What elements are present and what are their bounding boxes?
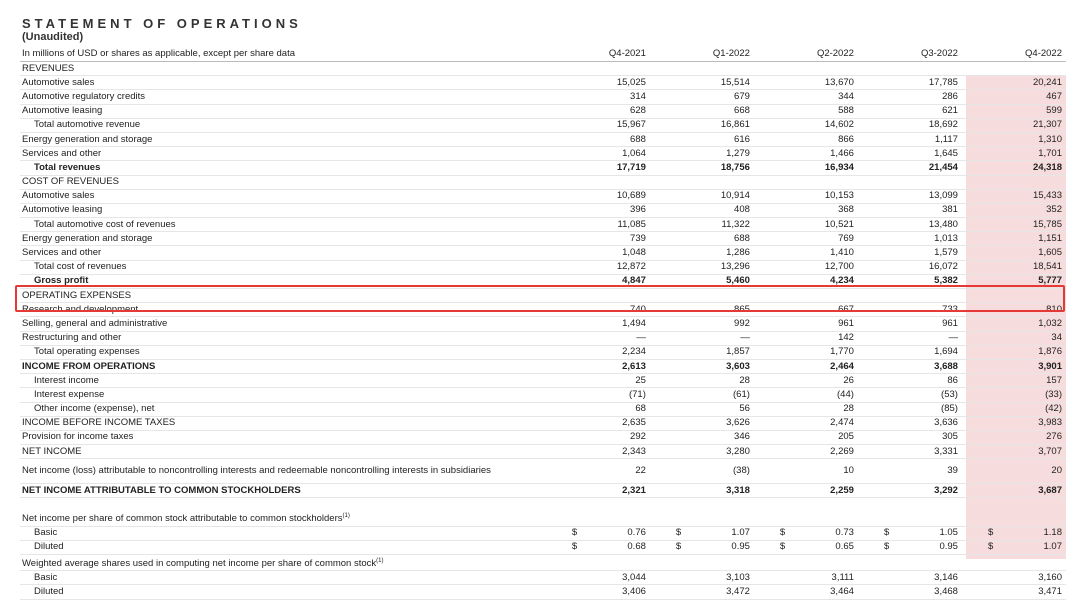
row-value: 1,701 — [962, 147, 1066, 161]
row-value: 1,770 — [754, 345, 858, 359]
eps-amount: 1.07 — [731, 527, 750, 539]
table-row — [20, 90, 1066, 104]
row-label: Total cost of revenues — [20, 260, 546, 274]
row-value: 12,872 — [546, 260, 650, 274]
table-row — [20, 203, 1066, 217]
row-value: 314 — [546, 90, 650, 104]
row-label: Total revenues — [20, 161, 546, 175]
period-header: Q2-2022 — [754, 47, 858, 62]
currency-symbol: $ — [988, 527, 994, 539]
row-value: 381 — [858, 203, 962, 217]
row-value: 11,085 — [546, 218, 650, 232]
row-value: 616 — [650, 132, 754, 146]
row-label: Automotive sales — [20, 189, 546, 203]
table-row — [20, 218, 1066, 232]
row-value: 1,605 — [962, 246, 1066, 260]
shares-value: 3,111 — [754, 571, 858, 585]
row-value — [858, 175, 962, 189]
row-value: 13,480 — [858, 218, 962, 232]
row-value: 2,234 — [546, 345, 650, 359]
row-value: 286 — [858, 90, 962, 104]
row-label: Automotive leasing — [20, 104, 546, 118]
row-value: 86 — [858, 374, 962, 388]
shares-value: 3,472 — [650, 585, 754, 599]
table-row — [20, 331, 1066, 345]
row-value: 16,861 — [650, 118, 754, 132]
header-label: In millions of USD or shares as applicable, except per share data — [20, 47, 546, 62]
row-value: 810 — [962, 303, 1066, 317]
eps-value — [754, 526, 858, 540]
row-label: Basic — [20, 571, 546, 585]
table-row — [20, 132, 1066, 146]
eps-amount: 1.07 — [1043, 541, 1062, 553]
row-label: Interest income — [20, 374, 546, 388]
row-label: Net income (loss) attributable to noncontrolling interests and redeemable noncontrolling interests in subsidiaries — [20, 459, 546, 484]
period-header: Q4-2021 — [546, 47, 650, 62]
row-value — [858, 62, 962, 76]
shares-value: 3,406 — [546, 585, 650, 599]
row-value: 1,279 — [650, 147, 754, 161]
row-value: 5,460 — [650, 274, 754, 288]
row-value: 28 — [754, 402, 858, 416]
row-value: 352 — [962, 203, 1066, 217]
row-value: 467 — [962, 90, 1066, 104]
row-value: 10 — [754, 459, 858, 484]
row-value: — — [650, 331, 754, 345]
table-row — [20, 430, 1066, 444]
row-value: 13,670 — [754, 76, 858, 90]
table-row — [20, 484, 1066, 498]
row-value: 4,234 — [754, 274, 858, 288]
shares-value: 3,146 — [858, 571, 962, 585]
row-value: 733 — [858, 303, 962, 317]
row-value — [754, 62, 858, 76]
row-value: 2,474 — [754, 416, 858, 430]
table-row — [20, 416, 1066, 430]
row-value: 26 — [754, 374, 858, 388]
row-value: 10,689 — [546, 189, 650, 203]
row-value: — — [858, 331, 962, 345]
section-heading-row — [20, 554, 1066, 570]
row-value: 3,280 — [650, 445, 754, 459]
row-value: 2,269 — [754, 445, 858, 459]
eps-amount: 0.68 — [627, 541, 646, 553]
currency-symbol: $ — [883, 541, 890, 553]
row-value: (38) — [650, 459, 754, 484]
row-label: Automotive regulatory credits — [20, 90, 546, 104]
table-row — [20, 388, 1066, 402]
eps-amount: 0.73 — [835, 527, 854, 539]
currency-symbol: $ — [571, 527, 578, 539]
table-row — [20, 445, 1066, 459]
eps-value — [546, 540, 650, 554]
row-label: Total operating expenses — [20, 345, 546, 359]
shares-value: 3,468 — [858, 585, 962, 599]
row-label: Total automotive revenue — [20, 118, 546, 132]
row-value: (71) — [546, 388, 650, 402]
footnote-marker: (1) — [342, 513, 350, 520]
row-value: 688 — [546, 132, 650, 146]
row-value: 1,579 — [858, 246, 962, 260]
row-value: 15,514 — [650, 76, 754, 90]
row-value: 10,521 — [754, 218, 858, 232]
eps-amount: 0.95 — [939, 541, 958, 553]
row-value: 18,756 — [650, 161, 754, 175]
row-value: 1,645 — [858, 147, 962, 161]
spacer-row — [20, 498, 1066, 511]
row-value: 16,072 — [858, 260, 962, 274]
row-value: 10,153 — [754, 189, 858, 203]
row-value: (44) — [754, 388, 858, 402]
row-value: (53) — [858, 388, 962, 402]
row-label: INCOME BEFORE INCOME TAXES — [20, 416, 546, 430]
eps-amount: 0.95 — [731, 541, 750, 553]
eps-value — [962, 526, 1066, 540]
row-value: 292 — [546, 430, 650, 444]
row-value: (85) — [858, 402, 962, 416]
eps-amount: 0.76 — [627, 527, 646, 539]
row-value: 866 — [754, 132, 858, 146]
table-row — [20, 345, 1066, 359]
row-value: 688 — [650, 232, 754, 246]
row-value: 15,785 — [962, 218, 1066, 232]
currency-symbol: $ — [988, 541, 994, 553]
shares-value: 3,471 — [962, 585, 1066, 599]
row-value: 2,613 — [546, 359, 650, 373]
row-value: 3,626 — [650, 416, 754, 430]
table-row — [20, 374, 1066, 388]
row-value: 2,321 — [546, 484, 650, 498]
statement-subtitle: (Unaudited) — [22, 31, 84, 43]
row-label: OPERATING EXPENSES — [20, 289, 546, 303]
row-value: (42) — [962, 402, 1066, 416]
row-label: Selling, general and administrative — [20, 317, 546, 331]
row-value: 1,466 — [754, 147, 858, 161]
row-value: (33) — [962, 388, 1066, 402]
row-value: 2,464 — [754, 359, 858, 373]
row-value: 1,032 — [962, 317, 1066, 331]
eps-value — [754, 540, 858, 554]
section-heading — [20, 510, 1066, 526]
shares-value: 3,160 — [962, 571, 1066, 585]
footnote-marker: (1) — [376, 557, 384, 564]
row-value: 1,694 — [858, 345, 962, 359]
table-row — [20, 175, 1066, 189]
section-heading-text: Net income per share of common stock attributable to common stockholders — [22, 513, 343, 525]
row-value: 3,688 — [858, 359, 962, 373]
row-value: 344 — [754, 90, 858, 104]
row-value: 14,602 — [754, 118, 858, 132]
row-value: 1,857 — [650, 345, 754, 359]
currency-symbol: $ — [675, 541, 682, 553]
row-label: Diluted — [20, 585, 546, 599]
row-value: 142 — [754, 331, 858, 345]
row-label: Provision for income taxes — [20, 430, 546, 444]
row-value: 22 — [546, 459, 650, 484]
table-row — [20, 246, 1066, 260]
row-label: Automotive sales — [20, 76, 546, 90]
row-value: 2,343 — [546, 445, 650, 459]
row-value: 12,700 — [754, 260, 858, 274]
row-value: 961 — [858, 317, 962, 331]
shares-value: 3,464 — [754, 585, 858, 599]
section-heading-row — [20, 510, 1066, 526]
row-value: 3,603 — [650, 359, 754, 373]
table-row — [20, 402, 1066, 416]
row-label: Services and other — [20, 147, 546, 161]
row-value: 1,494 — [546, 317, 650, 331]
row-value: 28 — [650, 374, 754, 388]
row-value: 1,286 — [650, 246, 754, 260]
row-label: Energy generation and storage — [20, 232, 546, 246]
row-value: 68 — [546, 402, 650, 416]
eps-value — [962, 540, 1066, 554]
period-header: Q4-2022 — [962, 47, 1066, 62]
row-value — [546, 175, 650, 189]
row-value: 157 — [962, 374, 1066, 388]
row-value: 17,719 — [546, 161, 650, 175]
row-value: 276 — [962, 430, 1066, 444]
row-value — [650, 62, 754, 76]
row-value: 865 — [650, 303, 754, 317]
row-value: 588 — [754, 104, 858, 118]
row-label: Restructuring and other — [20, 331, 546, 345]
row-label: Research and development — [20, 303, 546, 317]
row-value — [546, 62, 650, 76]
row-value: 2,635 — [546, 416, 650, 430]
row-value: 3,983 — [962, 416, 1066, 430]
period-header: Q1-2022 — [650, 47, 754, 62]
row-label: Diluted — [20, 540, 546, 554]
row-label: Gross profit — [20, 274, 546, 288]
table-row — [20, 62, 1066, 76]
section-heading — [20, 554, 1066, 570]
row-label: Energy generation and storage — [20, 132, 546, 146]
table-row — [20, 76, 1066, 90]
row-value: 11,322 — [650, 218, 754, 232]
row-label: REVENUES — [20, 62, 546, 76]
row-value: — — [546, 331, 650, 345]
eps-amount: 0.65 — [835, 541, 854, 553]
row-value: 3,292 — [858, 484, 962, 498]
row-value: 17,785 — [858, 76, 962, 90]
eps-amount: 1.05 — [939, 527, 958, 539]
row-value: 1,310 — [962, 132, 1066, 146]
eps-value — [858, 540, 962, 554]
operations-table — [20, 47, 1066, 600]
row-label: Interest expense — [20, 388, 546, 402]
currency-symbol: $ — [779, 527, 786, 539]
row-value: 5,382 — [858, 274, 962, 288]
row-value: 667 — [754, 303, 858, 317]
row-value: 18,541 — [962, 260, 1066, 274]
row-value: 305 — [858, 430, 962, 444]
row-value: 628 — [546, 104, 650, 118]
row-value: 18,692 — [858, 118, 962, 132]
statement-title: STATEMENT OF OPERATIONS — [22, 16, 302, 31]
shares-row — [20, 571, 1066, 585]
row-value — [650, 175, 754, 189]
row-label: Basic — [20, 526, 546, 540]
row-value: 15,967 — [546, 118, 650, 132]
row-value: 346 — [650, 430, 754, 444]
row-value — [962, 62, 1066, 76]
row-value: 24,318 — [962, 161, 1066, 175]
table-row — [20, 161, 1066, 175]
row-value: 15,433 — [962, 189, 1066, 203]
eps-amount: 1.18 — [1043, 527, 1062, 539]
period-header: Q3-2022 — [858, 47, 962, 62]
shares-value: 3,103 — [650, 571, 754, 585]
row-value: 961 — [754, 317, 858, 331]
eps-row — [20, 526, 1066, 540]
row-label: COST OF REVENUES — [20, 175, 546, 189]
table-row — [20, 317, 1066, 331]
row-value: 2,259 — [754, 484, 858, 498]
currency-symbol: $ — [779, 541, 786, 553]
row-value: 1,064 — [546, 147, 650, 161]
row-value: 679 — [650, 90, 754, 104]
row-value: 599 — [962, 104, 1066, 118]
eps-value — [858, 526, 962, 540]
row-label: INCOME FROM OPERATIONS — [20, 359, 546, 373]
row-value: 10,914 — [650, 189, 754, 203]
row-value: (61) — [650, 388, 754, 402]
table-row — [20, 459, 1066, 484]
row-value: 39 — [858, 459, 962, 484]
row-value: 16,934 — [754, 161, 858, 175]
row-value: 368 — [754, 203, 858, 217]
table-row — [20, 147, 1066, 161]
row-value: 739 — [546, 232, 650, 246]
row-value: 56 — [650, 402, 754, 416]
row-value: 408 — [650, 203, 754, 217]
row-value: 20,241 — [962, 76, 1066, 90]
row-value: 3,707 — [962, 445, 1066, 459]
row-value: 668 — [650, 104, 754, 118]
row-value: 769 — [754, 232, 858, 246]
table-row — [20, 260, 1066, 274]
row-value: 13,099 — [858, 189, 962, 203]
eps-value — [650, 540, 754, 554]
row-value: 205 — [754, 430, 858, 444]
row-value: 5,777 — [962, 274, 1066, 288]
shares-row — [20, 585, 1066, 599]
row-value: 396 — [546, 203, 650, 217]
row-value: 3,331 — [858, 445, 962, 459]
row-value — [754, 175, 858, 189]
row-label: Total automotive cost of revenues — [20, 218, 546, 232]
highlighted-expenses-box — [15, 285, 1065, 312]
row-value: 621 — [858, 104, 962, 118]
row-value: 15,025 — [546, 76, 650, 90]
row-value: 3,687 — [962, 484, 1066, 498]
row-value: 20 — [962, 459, 1066, 484]
table-row — [20, 189, 1066, 203]
row-value: 1,151 — [962, 232, 1066, 246]
currency-symbol: $ — [883, 527, 890, 539]
eps-value — [650, 526, 754, 540]
header-row — [20, 47, 1066, 62]
row-value: 1,048 — [546, 246, 650, 260]
table-row — [20, 359, 1066, 373]
row-label: Automotive leasing — [20, 203, 546, 217]
row-value: 4,847 — [546, 274, 650, 288]
row-value: 34 — [962, 331, 1066, 345]
row-value: 25 — [546, 374, 650, 388]
row-value: 13,296 — [650, 260, 754, 274]
row-label: Other income (expense), net — [20, 402, 546, 416]
row-value: 740 — [546, 303, 650, 317]
table-row — [20, 118, 1066, 132]
table-row — [20, 232, 1066, 246]
row-value: 3,636 — [858, 416, 962, 430]
eps-row — [20, 540, 1066, 554]
row-value: 3,318 — [650, 484, 754, 498]
eps-value — [546, 526, 650, 540]
row-value: 1,013 — [858, 232, 962, 246]
row-value: 21,454 — [858, 161, 962, 175]
section-heading-text: Weighted average shares used in computing net income per share of common stock — [22, 558, 377, 570]
row-value: 1,117 — [858, 132, 962, 146]
row-value: 1,410 — [754, 246, 858, 260]
shares-value: 3,044 — [546, 571, 650, 585]
row-value: 1,876 — [962, 345, 1066, 359]
currency-symbol: $ — [571, 541, 578, 553]
row-value — [962, 175, 1066, 189]
row-value: 21,307 — [962, 118, 1066, 132]
table-row — [20, 104, 1066, 118]
row-label: Services and other — [20, 246, 546, 260]
row-value: 3,901 — [962, 359, 1066, 373]
row-value: 992 — [650, 317, 754, 331]
currency-symbol: $ — [675, 527, 682, 539]
row-label: NET INCOME ATTRIBUTABLE TO COMMON STOCKHOLDERS — [20, 484, 546, 498]
row-label: NET INCOME — [20, 445, 546, 459]
